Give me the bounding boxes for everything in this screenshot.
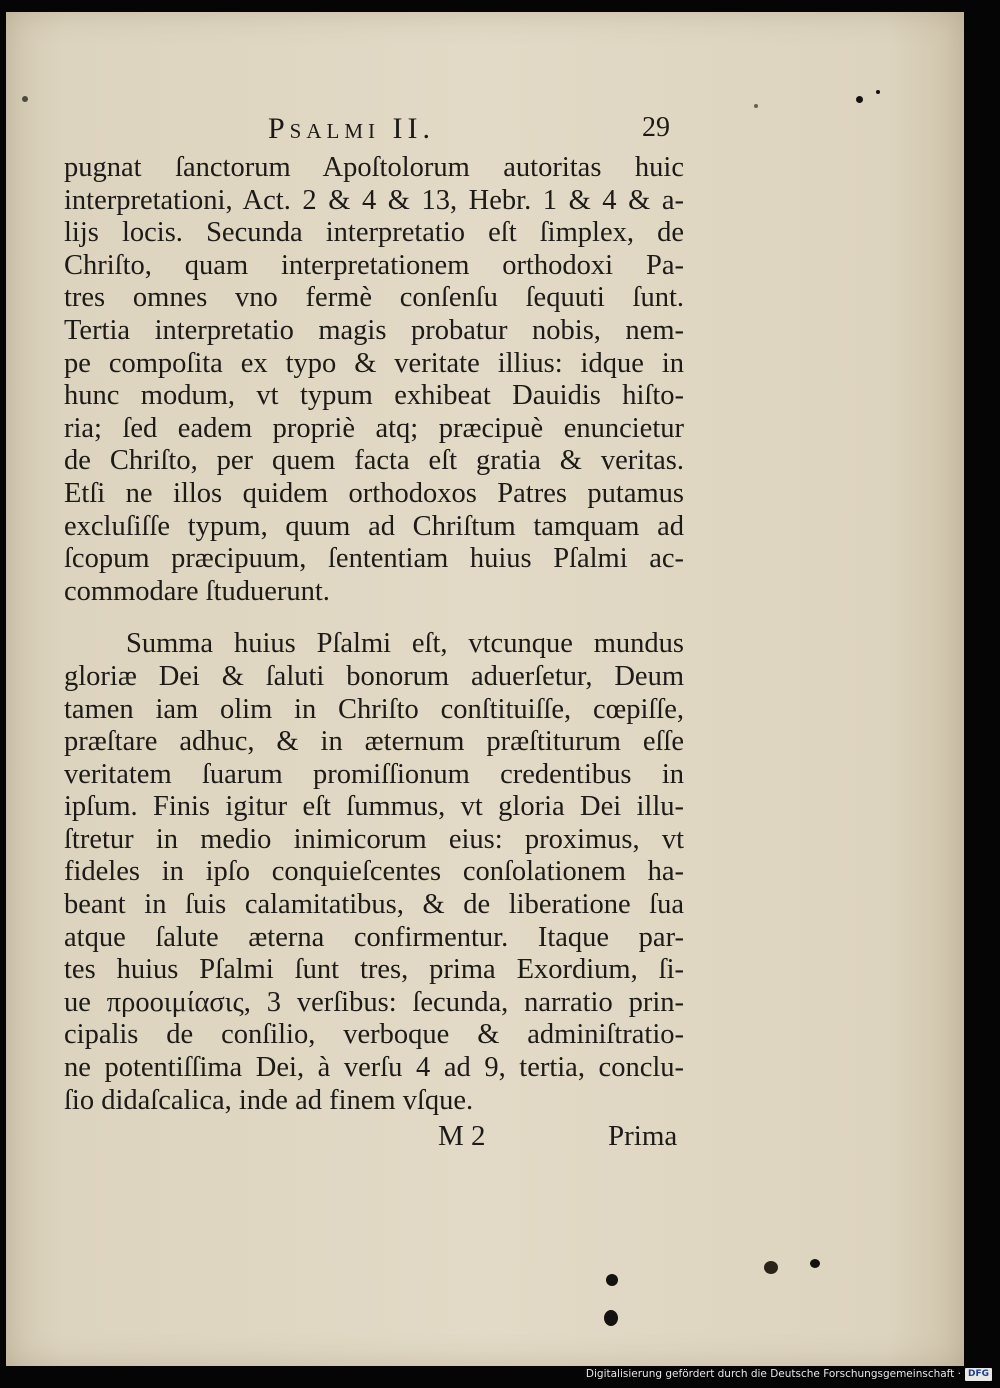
text-line: veritatem ſuarum promiſſionum credentibus in	[64, 758, 684, 790]
book-page	[6, 12, 964, 1366]
text-line: pugnat ſanctorum Apoſtolorum autoritas huic	[64, 152, 684, 183]
signature-mark: M 2	[438, 1120, 486, 1152]
text-line: tres omnes vno fermè conſenſu ſequuti ſunt.	[64, 282, 684, 314]
text-line: Summa huius Pſalmi eſt, vtcunque mundus	[126, 628, 684, 660]
text-line: de Chriſto, per quem facta eſt gratia & veritas.	[64, 445, 684, 477]
text-line: præſtare adhuc, & in æternum præſtiturum eſſe	[64, 726, 684, 758]
paragraph-1	[64, 152, 684, 608]
paragraph-2	[64, 628, 684, 1117]
text-line: fideles in ipſo conquieſcentes conſolationem ha-	[64, 856, 684, 888]
dfg-logo-icon: DFG	[965, 1368, 992, 1381]
ink-speck	[22, 96, 28, 102]
text-line: ſcopum præcipuum, ſententiam huius Pſalmi ac-	[64, 543, 684, 575]
page-number: 29	[642, 112, 670, 143]
ink-speck	[754, 104, 758, 108]
main-text	[64, 152, 684, 1117]
text-line: atque ſalute æterna confirmentur. Itaque par-	[64, 921, 684, 953]
running-head: Psalmi II.	[268, 112, 436, 145]
text-line: ne potentiſſima Dei, à verſu 4 ad 9, tertia, conclu-	[64, 1052, 684, 1084]
ink-speck	[876, 90, 880, 94]
text-line: ipſum. Finis igitur eſt ſummus, vt gloria Dei illu-	[64, 791, 684, 823]
catchword: Prima	[608, 1120, 678, 1152]
text-line: tamen iam olim in Chriſto conſtituiſſe, cœpiſſe,	[64, 693, 684, 725]
ink-speck	[856, 96, 863, 103]
text-line: interpretationi, Act. 2 & 4 & 13, Hebr. 1 & 4 & a-	[64, 184, 684, 216]
ink-speck	[764, 1261, 778, 1274]
ink-speck	[606, 1274, 618, 1286]
text-line: Etſi ne illos quidem orthodoxos Patres putamus	[64, 477, 684, 509]
paragraph-gap	[64, 608, 684, 628]
text-line: lijs locis. Secunda interpretatio eſt ſimplex, de	[64, 217, 684, 249]
text-line: hunc modum, vt typum exhibeat Dauidis hiſto-	[64, 380, 684, 412]
text-line: ria; ſed eadem propriè atq; præcipuè enuncietur	[64, 412, 684, 444]
text-line: excluſiſſe typum, quum ad Chriſtum tamquam ad	[64, 510, 684, 542]
banner-text: Digitalisierung gefördert durch die Deutsche Forschungsgemeinschaft ·	[585, 1368, 961, 1380]
text-line: ſio didaſcalica, inde ad finem vſque.	[64, 1084, 474, 1116]
text-line: ſtretur in medio inimicorum eius: proximus, vt	[64, 823, 684, 855]
text-line: ue προοιμίασις, 3 verſibus: ſecunda, narratio prin-	[64, 986, 684, 1018]
text-line: Tertia interpretatio magis probatur nobis, nem-	[64, 314, 684, 346]
text-line: tes huius Pſalmi ſunt tres, prima Exordium, ſi-	[64, 954, 684, 986]
text-line: commodare ſtuduerunt.	[64, 575, 330, 607]
ink-speck	[810, 1259, 820, 1268]
ink-speck	[604, 1310, 618, 1326]
text-line: gloriæ Dei & ſaluti bonorum aduerſetur, Deum	[64, 660, 684, 692]
text-line: cipalis de conſilio, verboque & adminiſtratio-	[64, 1019, 684, 1051]
page-header	[6, 112, 964, 152]
page-footer	[6, 1120, 964, 1160]
text-line: beant in ſuis calamitatibus, & de liberatione ſua	[64, 889, 684, 921]
digitization-banner	[586, 1366, 992, 1382]
text-line: Chriſto, quam interpretationem orthodoxi Pa-	[64, 249, 684, 281]
text-line: pe compoſita ex typo & veritate illius: idque in	[64, 347, 684, 379]
